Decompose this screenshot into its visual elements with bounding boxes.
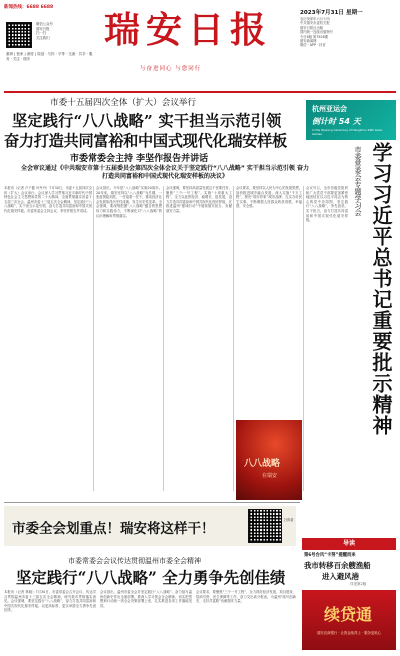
asian-games-title: 杭州亚运会 [312,105,347,113]
asian-games-countdown[interactable] [306,100,396,140]
asian-games-subtitle: In the Opening Ceremony of Hangzhou 19th Asian Games [312,128,383,136]
promo-image[interactable] [236,420,302,500]
section-divider [4,502,300,503]
masthead-meta [300,17,396,48]
meta-line: 中共瑞安市委机关报 [300,21,330,26]
asian-games-days: 倒计时 54 天 [312,117,361,126]
lead-subhead: 市委常委会主持 李坚作报告并讲话 [70,154,209,164]
column-rule [93,186,94,491]
meta-line: 农历癸卯年六月十四 [300,17,330,21]
qr-side-line: 关注我们 [36,35,50,40]
meta-line: 瑞安新闻网 [300,39,317,44]
meta-line: 今日8版 第7928期 [300,34,329,39]
qr-side-line: 瑞安日报 [36,26,50,31]
lead-headline-1[interactable]: 坚定践行“八八战略” 实干担当示范引领 [12,112,282,130]
meta-line: 国内统一连续出版物号 [300,30,333,35]
qr-side-text [36,22,80,40]
slogan: 与奋进同心 与您同行 [140,66,202,72]
guide-page-ref: 详见第2版 [350,582,367,586]
ad-subtitle: 瑞安农商银行 · 让资金续得上 · 服务更贴心 [316,631,382,635]
bank-advertisement[interactable] [302,590,396,650]
guide-label: 导读 [302,538,396,550]
second-body-column: 本报讯（记者 林晓）7月30日，市委常委会召开会议，传达学习贯彻温州市委十三届五次全会精神，研究我市贯彻落实意见。会议强调，要坚定践行“八八战略”，奋力打造共同富裕和中国式现代化瑞安样板，以更高标准、更实举措全力勇争先创佳绩。 [4,590,96,613]
lead-body-column: 会议强调，要坚持高质量发展这个首要任务，聚焦“三个一号工程”，实施“十项重大工程”，全力以赴拼经济、稳增长、促发展，奋力打造共同富裕和中国式现代化瑞安样板，在推进温州“强城行动”中展现瑞安担当、贡献瑞安力量。 [166,186,232,213]
guide-kicker: 第6号台风“卡努”提醒而来 [304,553,356,558]
lead-body-column: 会议号召，全市各级党组织和广大党员干部要更加紧密地团结在以习近平同志为核心的党中央周围，坚定践行“八八战略”，争先创优、实干担当，奋力打造共同富裕和中国式现代化瑞安样板。 [306,186,348,223]
qr-caption: 重磅 | 独家 | 深度 | 原创 · 与你 · 平等 · 交流 · 共享 · 服务 · 关注 · 瑞安 [6,52,93,61]
promo-subtitle: 在瑞安 [262,473,278,479]
publication-date: 2023年7月31日 星期一 [300,10,363,16]
lead-body-column: 会议指出，今年是“八八战略”实施20周年。20年来，瑞安坚持以“八八战略”为总纲，一张蓝图绘到底，一任接着一任干，推动经济社会发展取得历史性成就、发生历史性变革。全会强调，要深刻把握“八八战略”蕴含的思想伟力和实践伟力，不断深化对“八八战略”的认识理解和贯彻落实。 [96,186,162,218]
second-body-column: 会议指出，温州市委全会对坚定践行“八八战略”、奋力续写温州创新史作出全面部署。要深入学习领会全会精神，切实把思想和行动统一到全会决策部署上来，扎实推进各项工作落地见效。 [100,590,192,608]
qr-side-line: 微信公众号 [36,22,53,26]
second-headline[interactable]: 坚定践行“八八战略” 全力勇争先创佳绩 [16,569,286,587]
qr-code[interactable] [6,22,32,48]
banner-headline: 市委全会划重点！瑞安将这样干！ [12,521,215,537]
lead-body-column: 会议要求，要坚持以人民为中心的发展思想，加快推进城乡融合发展，深入实施“千万工程”，擦亮“瑞安印象”城市品牌，扎实办好民生实事，不断增强人民群众的获得感、幸福感、安全感。 [236,186,302,209]
ad-title: 续贷通 [324,605,373,624]
column-rule [303,186,304,491]
feature-headline[interactable]: 学习习近平总书记重要批示精神 [369,142,393,436]
qr-label: 扫码看 [284,518,294,522]
lead-kicker: 市委十五届四次全体（扩大）会议举行 [50,98,197,108]
lead-headline-2[interactable]: 奋力打造共同富裕和中国式现代化瑞安样板 [4,132,287,150]
guide-headline-2[interactable]: 进入避风港 [322,572,359,581]
second-kicker: 市委常委会会议传达贯彻温州市委全会精神 [68,557,201,565]
qr-code[interactable] [248,509,282,543]
meta-line: 微信 · APP · 抖音 [300,43,326,48]
second-body-column: 会议要求，要聚焦“三个一号工程”，全力抓好经济发展、项目建设、招商引资、民生保障等工作，奋力交出高分报表，为温州“续写创新史、走好共富路”贡献瑞安力量。 [196,590,296,604]
meta-line: 瑞安日报社出版 [300,25,324,30]
masthead-divider [4,91,396,93]
hotline: 新闻热线：6688 6688 [4,5,54,10]
column-rule [233,186,234,491]
lead-body-column: 本报讯（记者 卢子健 叶丹丹）7月30日，市委十五届四次全体（扩大）会议举行。会议深入学习贯彻习近平新时代中国特色社会主义思想和党的二十大精神，全面贯彻落实省委十五届三次全会、温州市委十三届五次全会精神，坚定践行“八八战略”，实干担当示范引领，奋力打造共同富裕和中国式现代化瑞安样板。市委常委会主持会议，李坚作报告并讲话。 [4,186,92,213]
feature-kicker: 市委常委会专题学习会 [354,146,362,216]
lead-deck: 全会审议通过《中共瑞安市第十五届委员会第四次全体会议关于坚定践行“八八战略” 实干担当示范引领 奋力打造共同富裕和中国式现代化瑞安样板的决议》 [20,165,310,180]
qr-side-line: 扫一扫 [36,31,47,36]
newspaper-title: 瑞安日报 [104,9,273,51]
column-rule [163,186,164,491]
promo-title: 八八战略 [244,459,281,469]
guide-headline-1[interactable]: 我市转移百余艘渔船 [304,561,371,570]
plenary-banner[interactable] [4,506,296,546]
